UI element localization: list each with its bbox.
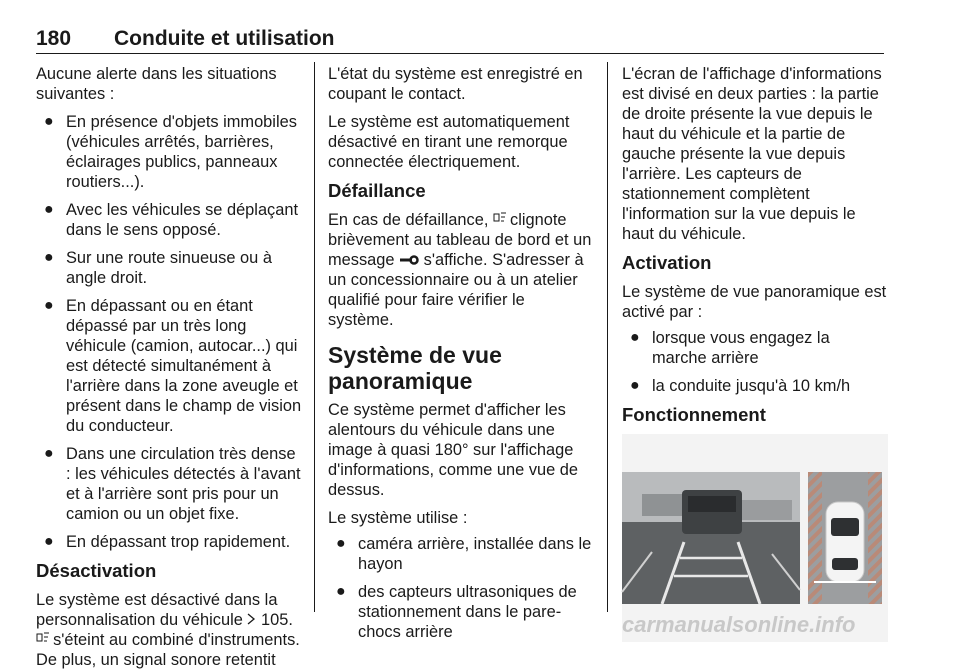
section-intro: Ce système permet d'afficher les alentours du véhicule dans une image à quasi 180° sur l'affichage d'informations, comme une vue de dessus.: [328, 401, 579, 499]
section-heading: Système de vue panoramique: [328, 342, 502, 394]
column-3: [622, 64, 888, 642]
fault-heading: Défaillance: [328, 180, 426, 201]
deactivation-text: Le système est désactivé dans la personnalisation du véhicule 105. s'éteint au combiné d'instruments. De plus, un signal sonore retentit: [36, 591, 300, 669]
list-item: ● caméra arrière, installée dans le hayon: [336, 535, 592, 573]
page-reference-link[interactable]: 105.: [260, 611, 293, 629]
warning-blind-spot-icon: [493, 214, 510, 226]
list-item: ● Dans une circulation très dense : les véhicules détectés à l'avant et à l'arrière sont pris pour un camion ou un objet fixe.: [44, 445, 301, 523]
column-1: [36, 64, 302, 670]
list-item: ● des capteurs ultrasoniques de stationnement dans le pare-chocs arrière: [336, 583, 577, 641]
top-down-view: [808, 472, 882, 604]
column-2: [328, 64, 594, 650]
paragraph: Le système est automatiquement désactivé en tirant une remorque connectée électriquement.: [328, 113, 570, 171]
list-item: ● Sur une route sinueuse ou à angle droit.: [44, 249, 272, 287]
deactivation-heading: Désactivation: [36, 560, 157, 581]
list-item: ● En dépassant ou en étant dépassé par un très long véhicule (camion, autocar...) qui est détecté simultanément à l'arrière dans la zone aveugle et présent dans le champ de vision du conducteur.: [44, 297, 302, 435]
paragraph: L'état du système est enregistré en coupant le contact.: [328, 65, 583, 103]
warning-blind-spot-icon: [36, 634, 53, 646]
column-divider: [607, 62, 608, 612]
list-item: ● Avec les véhicules se déplaçant dans le sens opposé.: [44, 201, 299, 239]
fault-text: En cas de défaillance, clignote brièvement au tableau de bord et un message s'affiche. S'adresser à un concessionnaire ou à un atelier qualifié pour faire vérifier le système.: [328, 211, 592, 329]
panoramic-view-illustration: [622, 434, 888, 642]
list-item: ● En présence d'objets immobiles (véhicules arrêtés, barrières, éclairages publics, panneaux routiers...).: [44, 113, 297, 191]
activation-heading: Activation: [622, 252, 712, 273]
intro-text: Aucune alerte dans les situations suivantes :: [36, 65, 277, 103]
page-number: 180: [36, 27, 72, 50]
wrench-service-icon: [399, 251, 424, 269]
page-reference-arrow-icon: [247, 611, 261, 629]
no-alert-list: [36, 112, 302, 552]
list-item: ● En dépassant trop rapidement.: [44, 533, 291, 551]
list-item: ● lorsque vous engagez la marche arrière: [630, 329, 830, 367]
activation-intro: Le système de vue panoramique est activé par :: [622, 283, 887, 321]
operation-heading: Fonctionnement: [622, 404, 766, 425]
list-item: ● la conduite jusqu'à 10 km/h: [630, 377, 851, 395]
chapter-title: Conduite et utilisation: [114, 27, 335, 50]
uses-list: [328, 534, 594, 642]
uses-label: Le système utilise :: [328, 509, 468, 527]
page-header: [36, 26, 884, 54]
rear-camera-view: [622, 472, 800, 604]
column-divider: [314, 62, 315, 612]
watermark: carmanualsonline.info: [622, 612, 856, 637]
paragraph: L'écran de l'affichage d'informations est divisé en deux parties : la partie de droite présente la vue depuis le haut du véhicule et la partie de gauche présente la vue depuis l'arrière. Les capteurs de stationnement complètent l'information sur la vue depuis le haut du véhicule.: [622, 65, 882, 243]
activation-list: [622, 328, 888, 396]
